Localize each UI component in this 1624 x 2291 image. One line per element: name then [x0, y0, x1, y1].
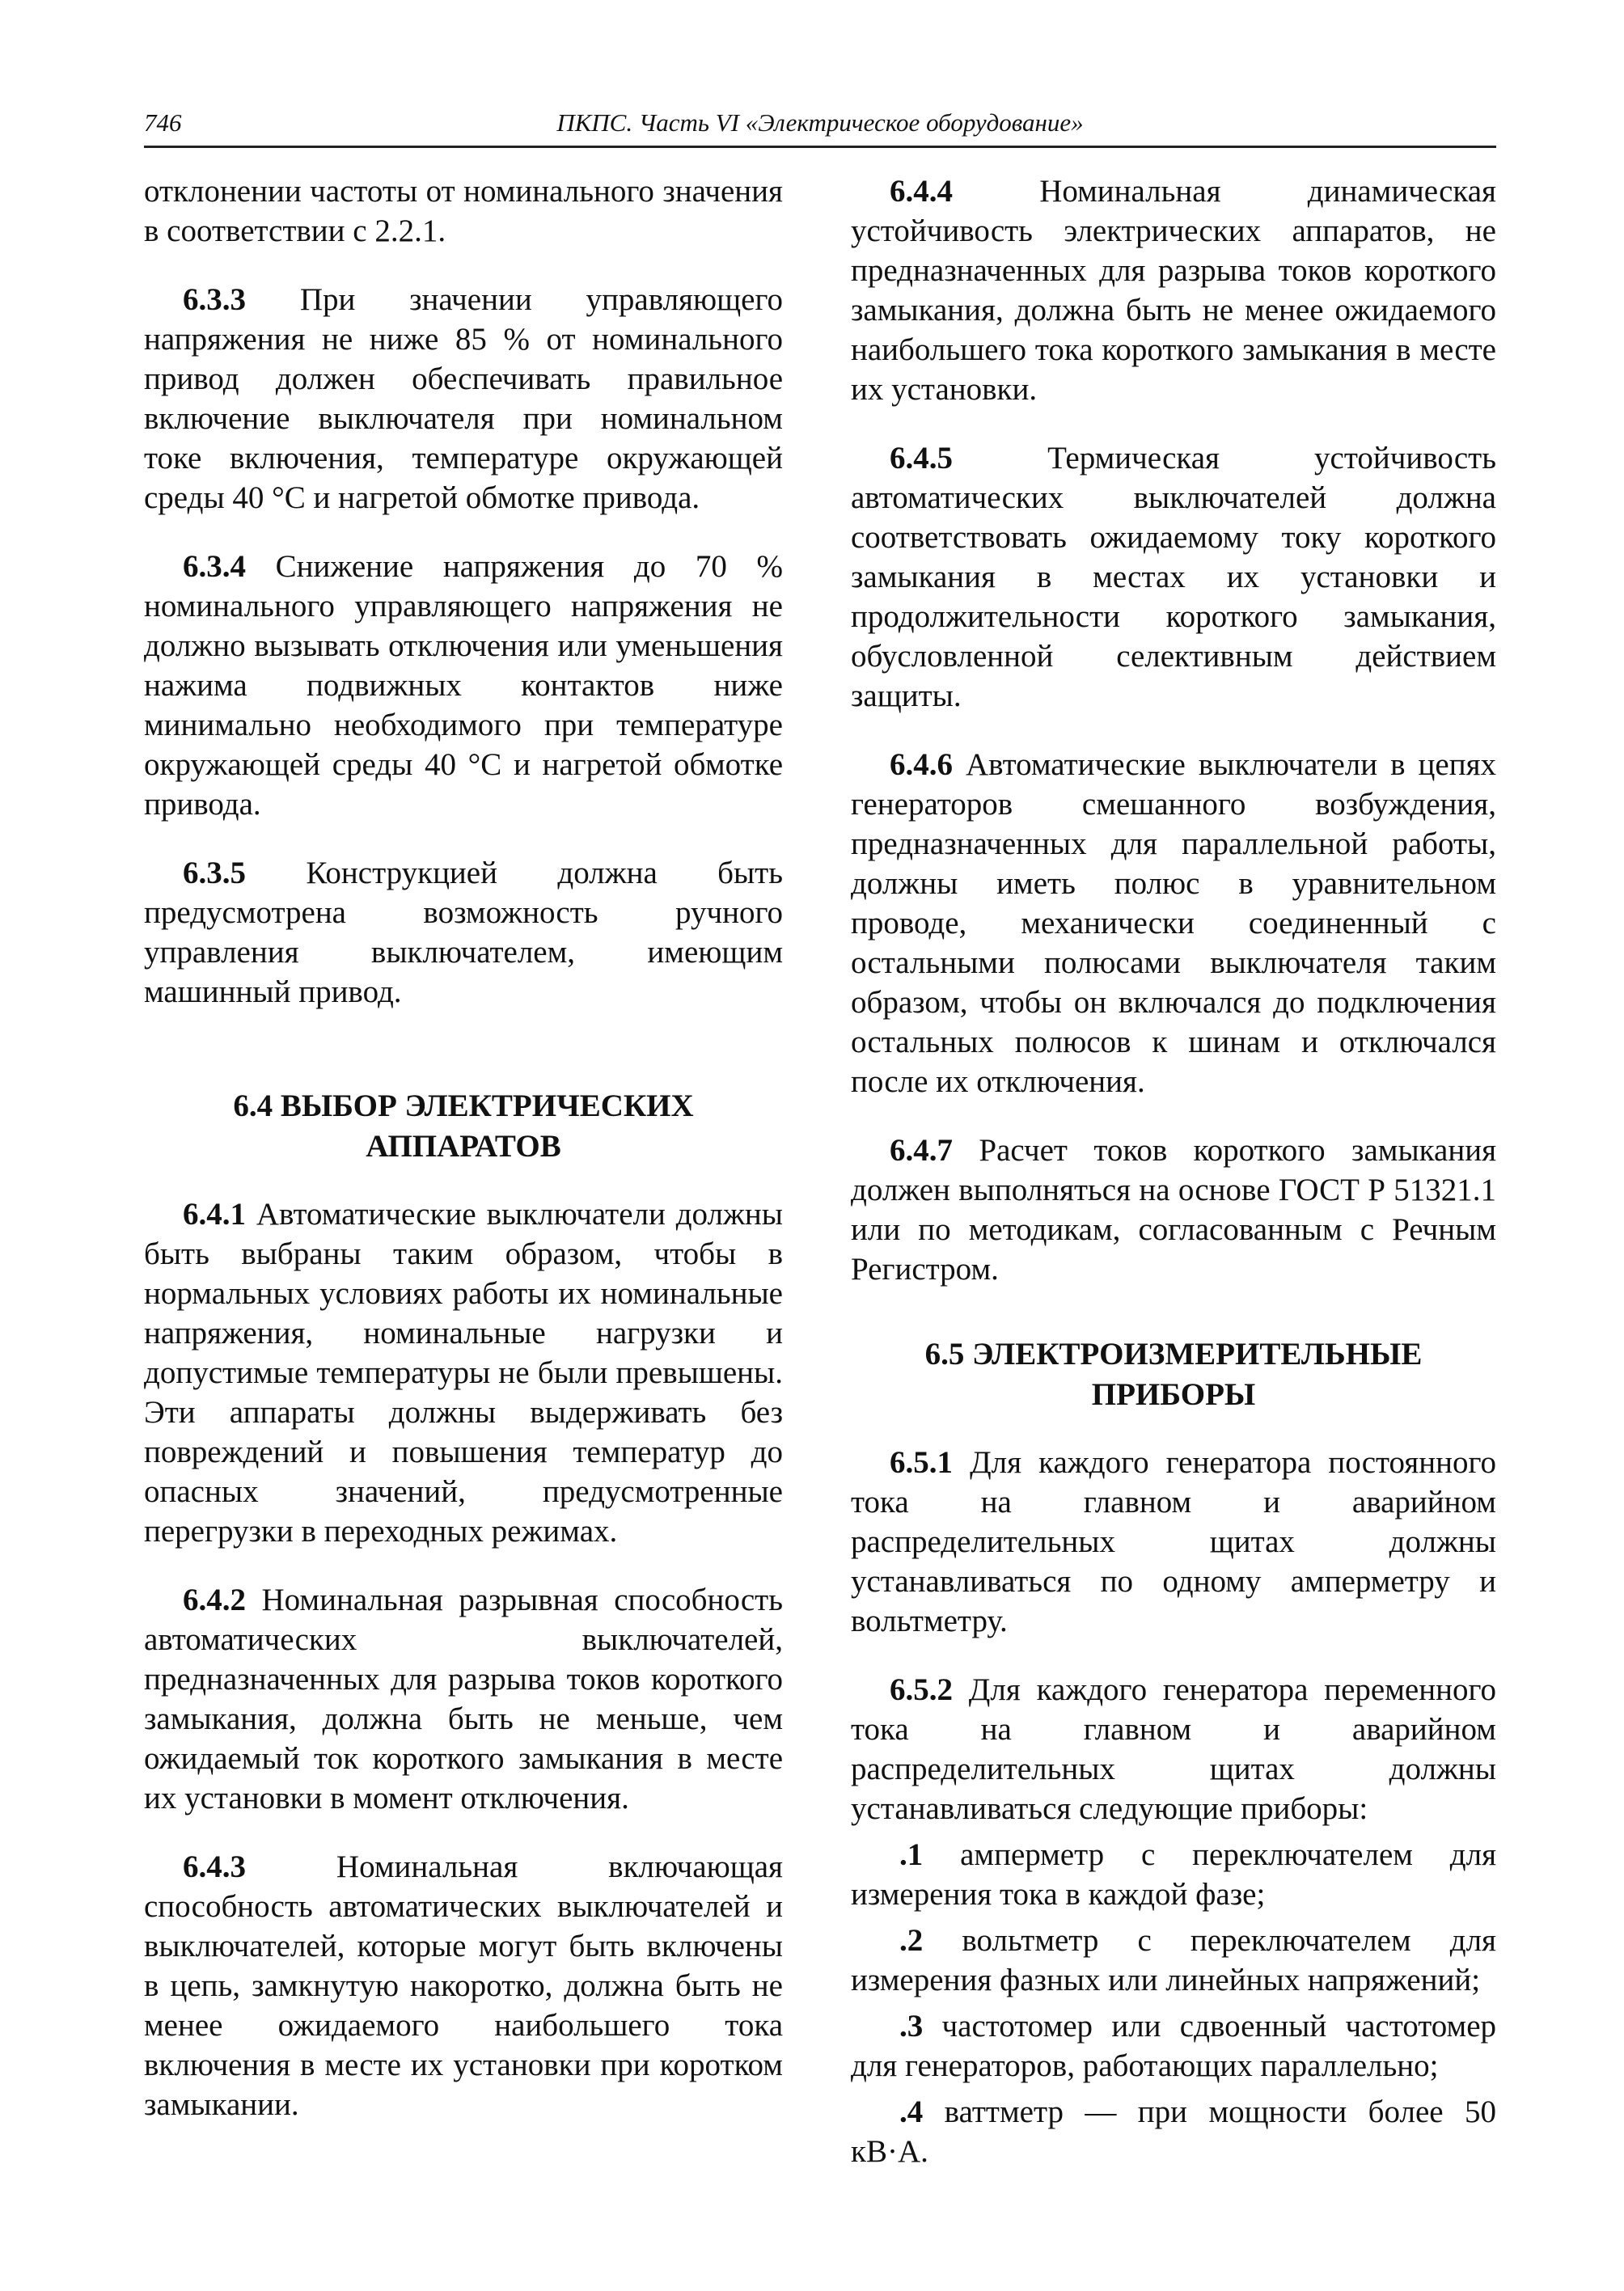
paragraph-6-4-2: [144, 1580, 783, 1818]
clause-number: 6.4.5: [890, 441, 953, 476]
paragraph-6-3-4: [144, 547, 783, 824]
clause-number: 6.4.4: [890, 174, 953, 209]
list-item: [851, 2006, 1496, 2086]
running-title: ПКПС. Часть VI «Электрическое оборудование»: [556, 108, 1084, 137]
paragraph-text: Для каждого генератора постоянного тока на главном и аварийном распределительных щитах должны устанавливаться по одному амперметру и вольтметру.: [851, 1445, 1496, 1638]
paragraph-6-3-3: [144, 280, 783, 518]
paragraph-continuation: [144, 171, 783, 251]
paragraph-6-4-5: [851, 438, 1496, 716]
paragraph-text: Расчет токов короткого замыкания должен выполняться на основе ГОСТ Р 51321.1 или по методикам, согласованным с Речным Регистром.: [851, 1133, 1497, 1287]
section-heading-line: ПРИБОРЫ: [1091, 1377, 1256, 1412]
section-heading-6-5: [851, 1334, 1496, 1415]
page-header: [144, 104, 1496, 148]
section-heading-6-4: [144, 1086, 783, 1167]
clause-number: 6.3.5: [183, 856, 246, 890]
list-item: [851, 2092, 1496, 2171]
paragraph-6-3-5: [144, 853, 783, 1012]
clause-number: 6.4.3: [183, 1849, 246, 1884]
clause-number: 6.4.2: [183, 1583, 246, 1617]
paragraph-text: Для каждого генератора переменного тока на главном и аварийном распределительных щитах должны устанавливаться следующие приборы:: [851, 1672, 1496, 1826]
clause-number: 6.4.1: [183, 1197, 246, 1232]
paragraph-6-4-4: [851, 171, 1496, 409]
clause-number: 6.5.2: [890, 1672, 953, 1707]
paragraph-text: При значении управляющего напряжения не ниже 85 % от номинального привод должен обеспечивать правильное включение выключателя при номинальном токе включения, температуре окружающей среды 40 °С и нагретой обмотке привода.: [144, 282, 783, 515]
paragraph-text: Снижение напряжения до 70 % номинального управляющего напряжения не должно вызывать отключения или уменьшения нажима подвижных контактов ниже минимально необходимого при температуре окружающей среды 40 °С и нагретой обмотке привода.: [144, 549, 784, 822]
section-heading-line: 6.5 ЭЛЕКТРОИЗМЕРИТЕЛЬНЫЕ: [924, 1337, 1423, 1372]
list-item-number: .1: [899, 1837, 924, 1872]
paragraph-text: Автоматические выключатели в цепях генераторов смешанного возбуждения, предназначенных для параллельной работы, должны иметь полюс в уравнительном проводе, механически соединенный с остальными полюсами выключателя таким образом, чтобы он включался до подключения остальных полюсов к шинам и отключался после их отключения.: [851, 747, 1497, 1099]
clause-number: 6.3.4: [183, 549, 246, 584]
list-item-number: .4: [899, 2094, 924, 2129]
clause-number: 6.4.7: [890, 1133, 953, 1168]
paragraph-text: Конструкцией должна быть предусмотрена возможность ручного управления выключателем, имеющим машинный привод.: [144, 856, 783, 1009]
list-item-number: .2: [899, 1923, 924, 1958]
list-item: [851, 1835, 1496, 1914]
list-item-text: ваттметр — при мощности более 50 кВ·А.: [851, 2094, 1496, 2169]
paragraph-text: отклонении частоты от номинального значения в соответствии с 2.2.1.: [144, 174, 783, 248]
clause-number: 6.3.3: [183, 282, 246, 317]
clause-number: 6.4.6: [890, 747, 953, 782]
clause-number: 6.5.1: [890, 1445, 953, 1480]
list-item-text: вольтметр с переключателем для измерения фазных или линейных напряжений;: [851, 1923, 1497, 1997]
list-item-text: амперметр с переключателем для измерения тока в каждой фазе;: [851, 1837, 1497, 1912]
page-number: 746: [144, 108, 182, 137]
list-item-number: .3: [899, 2009, 924, 2044]
paragraph-6-4-3: [144, 1847, 783, 2124]
paragraph-6-4-6: [851, 745, 1496, 1101]
left-column: [144, 171, 783, 2154]
list-item-text: частотомер или сдвоенный частотомер для генераторов, работающих параллельно;: [851, 2009, 1496, 2083]
right-column: [851, 171, 1496, 2171]
paragraph-6-4-7: [851, 1131, 1496, 1289]
paragraph-text: Номинальная динамическая устойчивость электрических аппаратов, не предназначенных для разрыва токов короткого замыкания, должна быть не менее ожидаемого наибольшего тока короткого замыкания в месте их установки.: [851, 174, 1496, 407]
paragraph-text: Термическая устойчивость автоматических выключателей должна соответствовать ожидаемому току короткого замыкания в местах их установки и продолжительности короткого замыкания, обусловленной селективным действием защиты.: [851, 441, 1496, 713]
paragraph-6-5-1: [851, 1443, 1496, 1641]
paragraph-text: Автоматические выключатели должны быть выбраны таким образом, чтобы в нормальных условиях работы их номинальные напряжения, номинальные нагрузки и допустимые температуры не были превышены. Эти аппараты должны выдерживать без повреждений и повышения температур до опасных значений, предусмотренные перегрузки в переходных режимах.: [144, 1197, 784, 1549]
paragraph-6-5-2: [851, 1670, 1496, 1828]
paragraph-6-4-1: [144, 1194, 783, 1551]
section-heading-line: АППАРАТОВ: [366, 1129, 561, 1164]
paragraph-text: Номинальная включающая способность автоматических выключателей и выключателей, которые могут быть включены в цепь, замкнутую накоротко, должна быть не менее ожидаемого наибольшего тока включения в месте их установки при коротком замыкании.: [144, 1849, 783, 2122]
section-heading-line: 6.4 ВЫБОР ЭЛЕКТРИЧЕСКИХ: [233, 1088, 694, 1123]
list-item: [851, 1921, 1496, 2000]
paragraph-text: Номинальная разрывная способность автоматических выключателей, предназначенных для разрыва токов короткого замыкания, должна быть не меньше, чем ожидаемый ток короткого замыкания в месте их установки в момент отключения.: [144, 1583, 784, 1815]
